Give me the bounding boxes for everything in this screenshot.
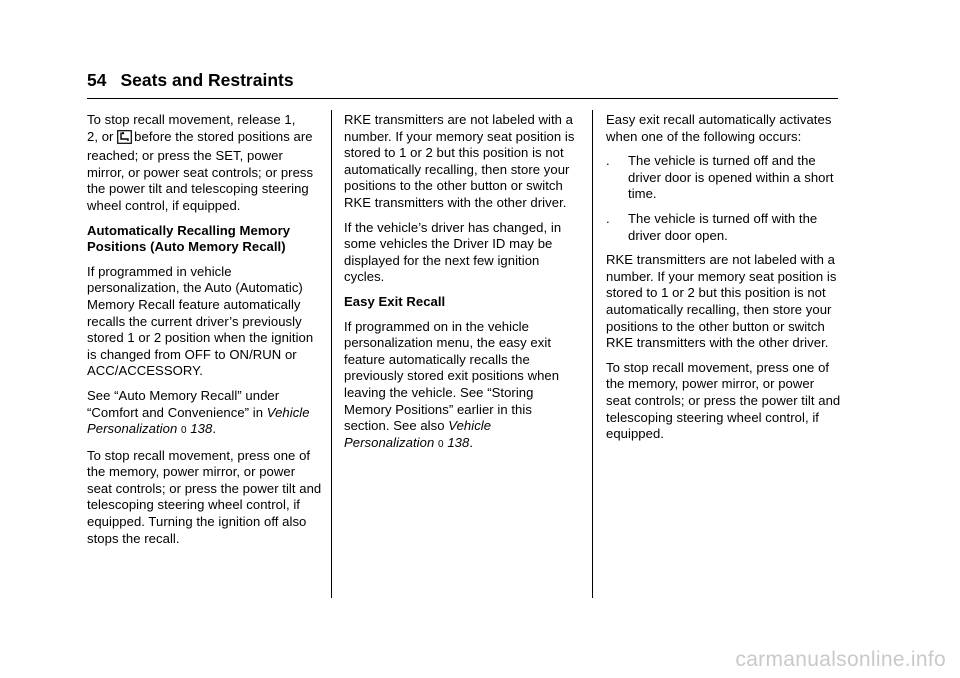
cross-reference-link[interactable]: Vehicle Personalization [344, 418, 492, 450]
watermark: carmanualsonline.info [735, 648, 946, 671]
paragraph: If programmed on in the vehicle personalization menu, the easy exit feature automatically recalls the previously stored exit positions when leaving the vehicle. See “Storing Memory Positions” earlier in this section. See also Vehicle Personalization 0 138. [344, 318, 560, 450]
list-item: . The vehicle is turned off with the driver door open. [606, 210, 818, 243]
page-ref[interactable]: 138 [447, 434, 470, 450]
paragraph: RKE transmitters are not labeled with a number. If your memory seat position is stored to 1 or 2 but this position is not automatically recalling, then store your positions to the other button or switch RKE transmitters with the other driver. [606, 252, 837, 351]
page-number: 54 [87, 70, 107, 90]
paragraph: To stop recall movement, release 1, 2, or before the stored positions are reached; or press the SET, power mirror, or power seat controls; or press the power tilt and telescoping steering wheel control, if equipped. [87, 112, 314, 213]
paragraph: To stop recall movement, press one of the memory, power mirror, or power seat controls; or press the power tilt and telescoping steering wheel control, if equipped. [606, 359, 841, 442]
header-rule [87, 98, 838, 99]
section-title: Seats and Restraints [120, 70, 294, 90]
paragraph: If programmed in vehicle personalization, the Auto (Automatic) Memory Recall feature automatically recalls the current driver’s previously stored 1 or 2 position when the ignition is changed from OFF to ON/RUN or ACC/ACCESSORY. [87, 263, 314, 379]
paragraph: If the vehicle’s driver has changed, in some vehicles the Driver ID may be displayed for the next few ignition cycles. [344, 219, 562, 285]
column-divider [592, 110, 593, 598]
page-ref-arrow-icon: 0 [437, 438, 444, 450]
paragraph: RKE transmitters are not labeled with a number. If your memory seat position is stored to 1 or 2 but this position is not automatically recalling, then store your positions to the other button or switch RKE transmitters with the other driver. [344, 112, 575, 210]
paragraph: Easy exit recall automatically activates when one of the following occurs: [606, 112, 832, 144]
column-1 [87, 112, 323, 555]
page-header [87, 70, 294, 91]
section-heading: Easy Exit Recall [344, 293, 446, 309]
seat-memory-icon [117, 130, 132, 149]
bullet-marker: . [606, 210, 610, 226]
page-ref-arrow-icon: 0 [180, 425, 187, 437]
column-divider [331, 110, 332, 598]
column-2 [344, 112, 580, 461]
page-ref[interactable]: 138 [190, 421, 213, 437]
bullet-marker: . [606, 153, 610, 169]
list-item: . The vehicle is turned off and the driver door is opened within a short time. [606, 153, 834, 202]
section-heading: Automatically Recalling Memory Positions (Auto Memory Recall) [87, 222, 291, 255]
paragraph: To stop recall movement, press one of the memory, power mirror, or power seat controls; or press the power tilt and telescoping steering wheel control, if equipped. Turning the ignition off also stops the recall. [87, 447, 322, 546]
paragraph: See “Auto Memory Recall” under “Comfort and Convenience” in Vehicle Personalization 0 138. [87, 387, 310, 437]
column-3 [606, 112, 842, 451]
cross-reference-link[interactable]: Vehicle Personalization [87, 404, 310, 437]
